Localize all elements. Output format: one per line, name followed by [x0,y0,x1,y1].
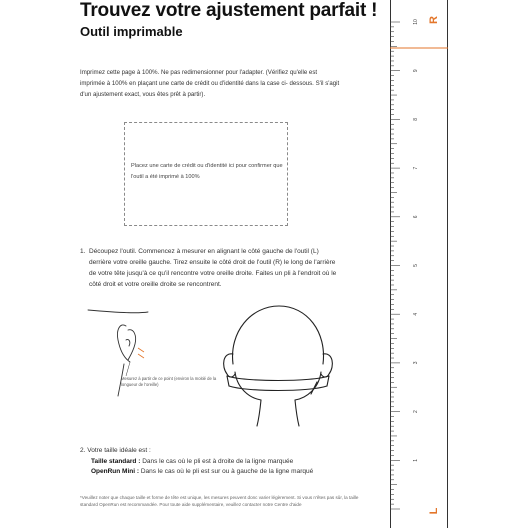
step-2 [80,446,360,478]
ruler-label-r: R [428,16,440,24]
step-1-number: 1. [80,248,86,255]
head-back-illustration [215,302,340,427]
ruler-number: 6 [413,215,419,219]
card-box-text: Placez une carte de crédit ou d'identité ici pour confirmer que l'outil a été imprimé à 100% [131,163,283,180]
ruler-label-l: L [428,507,440,515]
card-placement-box [124,122,288,226]
ruler-number: 4 [413,312,419,316]
mini-size-label: OpenRun Mini : [91,468,140,475]
step-1-text: Découpez l'outil. Commencez à mesurer en alignant le côté gauche de l'outil (L) derrière votre oreille gauche. Tirez ensuite le côté droit de l'outil (R) le long de l'arrière de votre tête jusqu'à ce qu'il rencontre votre oreille droite. Faites un pli à l'endroit où le côté droit et votre oreille droite se rencontrent. [89,248,337,289]
ruler-number: 1 [413,458,419,462]
ruler-number: 9 [413,69,419,73]
step-2-heading: Votre taille idéale est : [87,447,151,454]
standard-size-text: Dans le cas où le pli est à droite de la ligne marquée [142,457,294,465]
ruler-ticks [390,0,448,528]
step-2-number: 2. [80,447,86,454]
ruler-number: 3 [413,361,419,365]
ruler-number: 8 [413,118,419,121]
ruler-number: 7 [413,166,419,170]
footnote: *Veuillez noter que chaque taille et forme de tête est unique, les mesures peuvent donc varier légèrement. Si vous n'êtes pas sûr, la taille standard OpenRun est recommandée. Pour toute aide supplémentaire, veuillez contacter notre Centre d'aide [80,495,359,508]
intro-text: Imprimez cette page à 100%. Ne pas redimensionner pour l'adapter. (Vérifiez qu'elle est imprimée à 100% en plaçant une carte de crédit ou d'identité dans la case ci- dessous. S'il s'agit d'un ajustement exact, vous êtes prêt à partir). [80,69,340,98]
mini-size-text: Dans le cas où le pli est sur ou à gauche de la ligne marqué [140,468,314,475]
step-1 [80,246,342,290]
standard-size-label: Taille standard : [91,457,141,465]
ruler-number: 5 [413,264,419,267]
ruler-number: 2 [413,410,419,413]
ruler-number: 10 [413,19,419,25]
page-subtitle: Outil imprimable [80,24,183,39]
ear-caption: Mesurez à partir de ce point (environ la moitié de la longueur de l'oreille) [121,376,217,387]
page-title: Trouvez votre ajustement parfait ! [80,0,378,21]
